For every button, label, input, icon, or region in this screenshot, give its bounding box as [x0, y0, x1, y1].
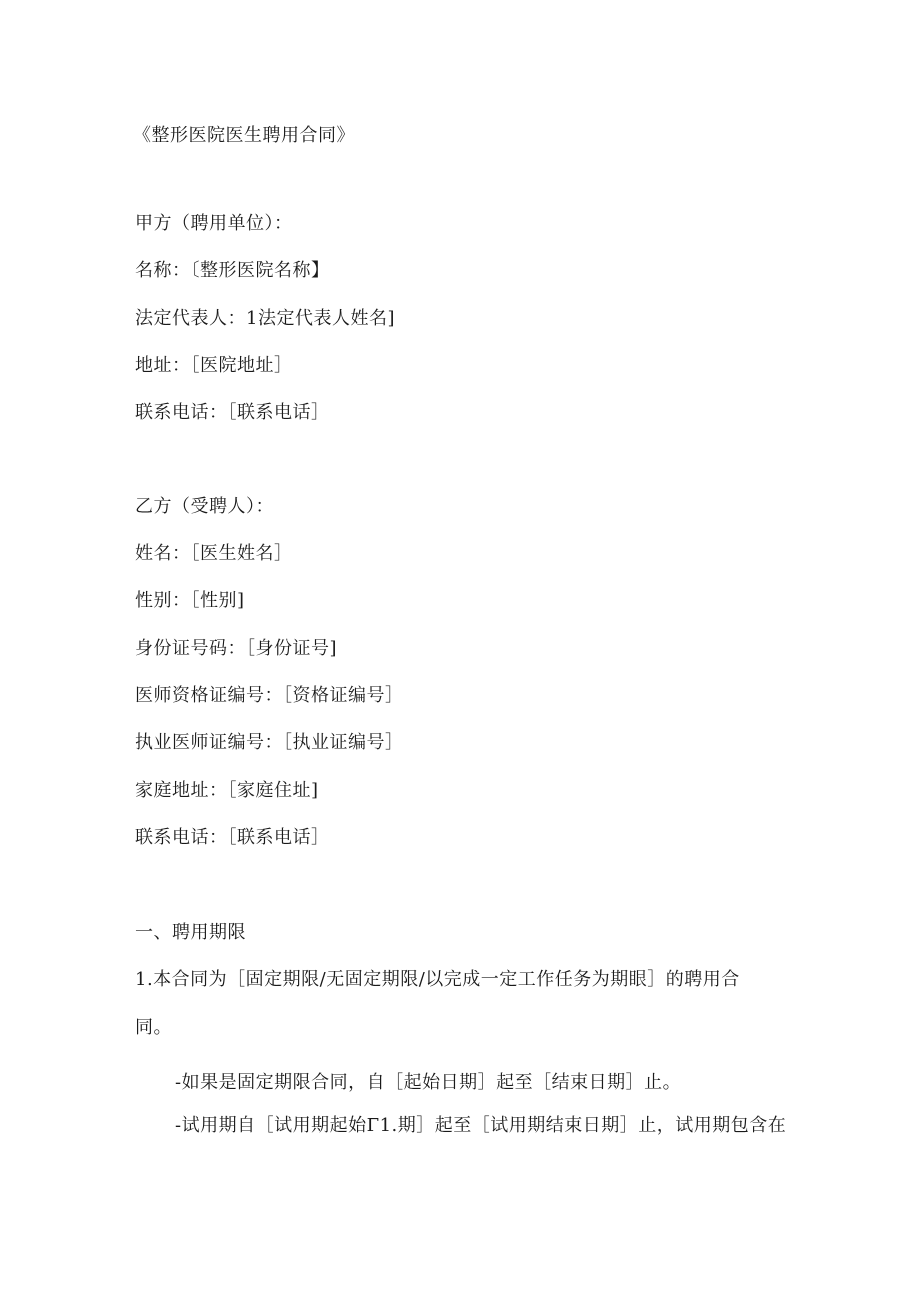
contract-title: 《整形医院医生聘用合同》: [133, 125, 355, 146]
section1-clause1-line2: 同。: [135, 1017, 172, 1038]
party-a-legal-rep: 法定代表人：1法定代表人姓名]: [135, 308, 395, 329]
party-b-qualification-cert: 医师资格证编号：［资格证编号］: [135, 685, 404, 706]
party-b-id-number: 身份证号码：［身份证号]: [135, 638, 338, 659]
section1-clause1-line1: 1.本合同为［固定期限/无固定期限/以完成一定工作任务为期眼］的聘用合: [135, 969, 740, 990]
party-a-heading: 甲方（聘用单位）：: [135, 213, 293, 234]
party-b-practice-cert: 执业医师证编号：［执业证编号］: [135, 732, 404, 753]
party-a-name: 名称：〔整形医院名称】: [135, 260, 330, 281]
party-a-phone: 联系电话：［联系电话］: [135, 402, 330, 423]
section1-heading: 一、聘用期限: [135, 922, 246, 943]
party-b-name: 姓名：［医生姓名］: [135, 543, 293, 564]
section1-sub2: -试用期自［试用期起始Γ1.期］起至［试用期结束日期］止，试用期包含在: [175, 1115, 787, 1136]
party-b-heading: 乙方（受聘人）：: [135, 496, 274, 517]
party-b-phone: 联系电话：［联系电话］: [135, 827, 330, 848]
party-a-address: 地址：［医院地址］: [135, 355, 293, 376]
party-b-home-address: 家庭地址：［家庭住址]: [135, 780, 319, 801]
section1-sub1: -如果是固定期限合同，自［起始日期］起至［结束日期］止。: [175, 1072, 682, 1093]
party-b-gender: 性别：［性别]: [135, 590, 245, 611]
